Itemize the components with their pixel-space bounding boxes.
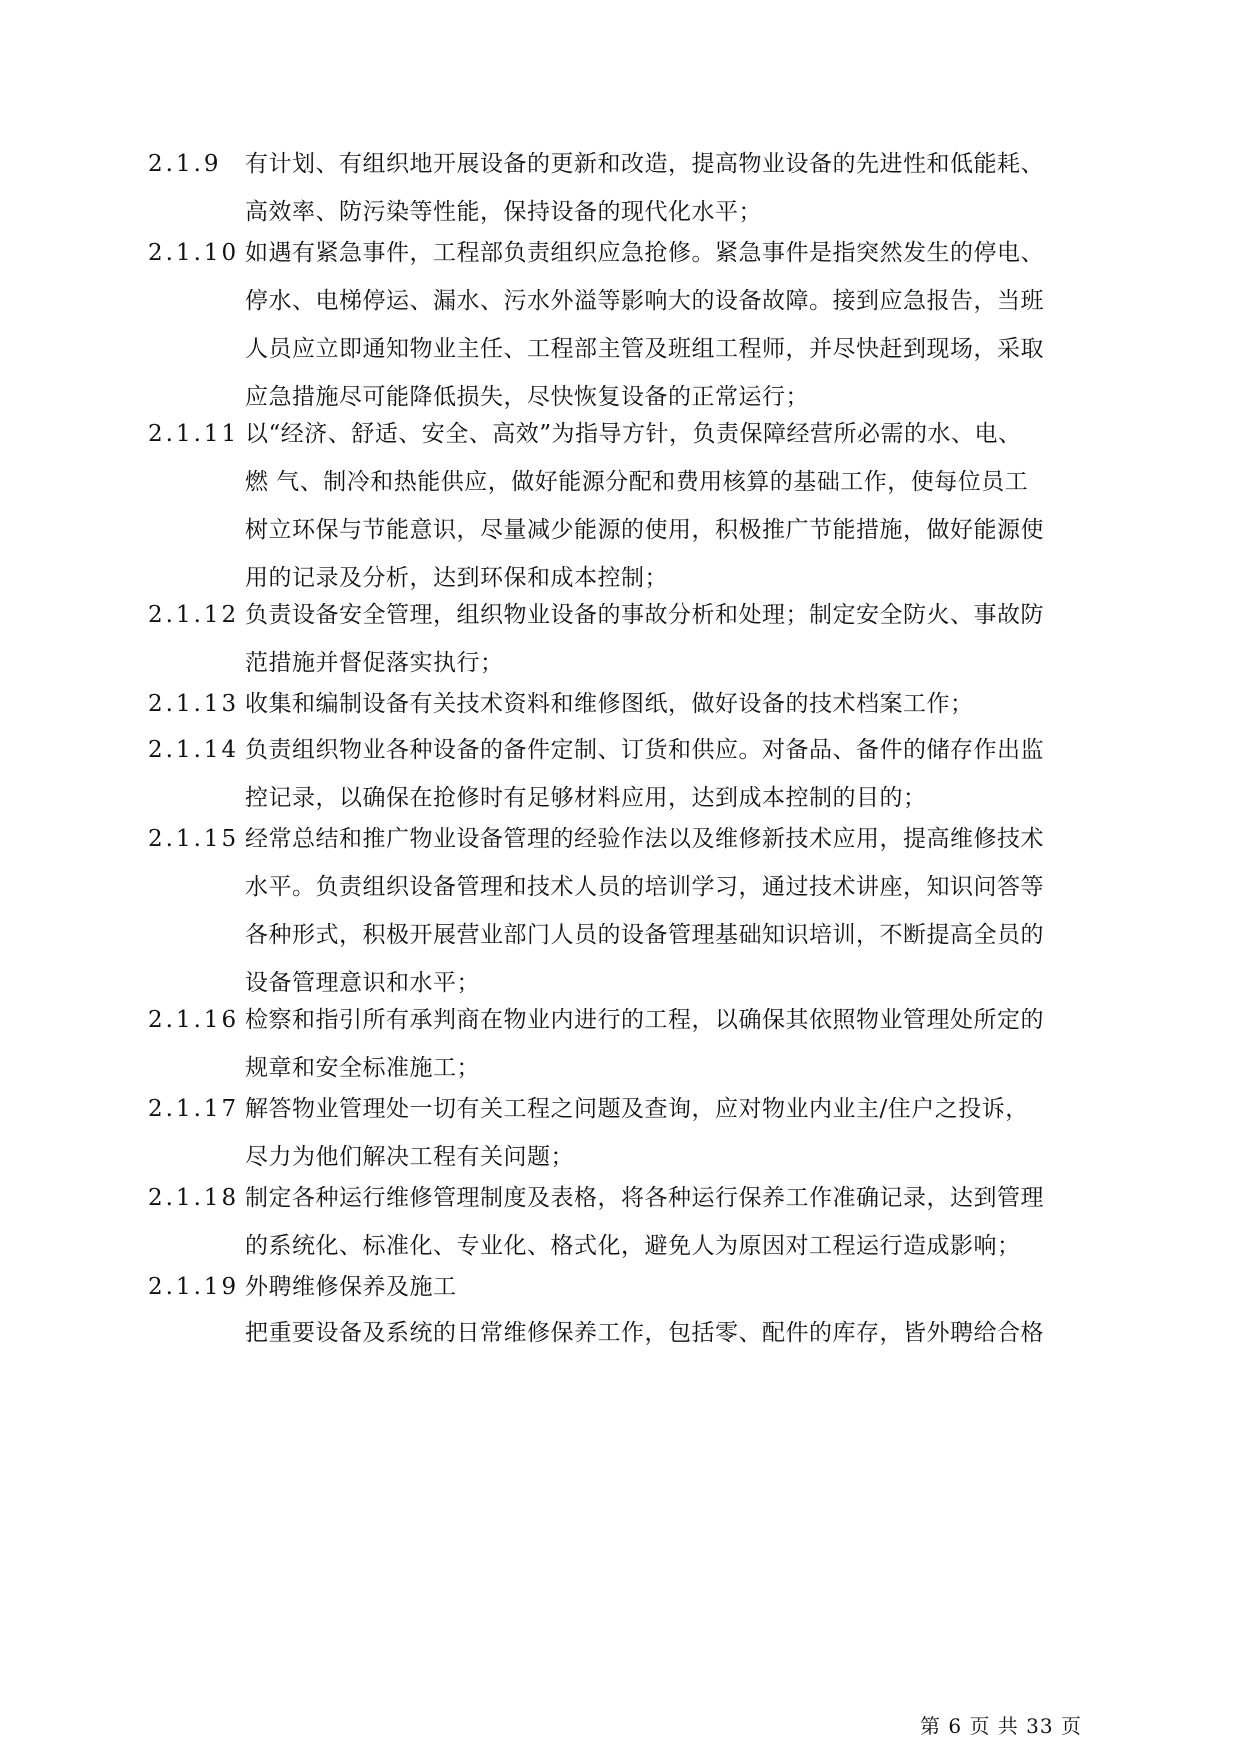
clause-text	[245, 726, 1095, 822]
clause-number: 2.1.11	[148, 421, 240, 447]
text-line: 解答物业管理处一切有关工程之问题及查询，应对物业内业主/住户之投诉，	[245, 1096, 1029, 1122]
text-line: 控记录，以确保在抢修时有足够材料应用，达到成本控制的目的；	[245, 785, 927, 811]
clause-text	[245, 229, 1095, 421]
clause-text	[245, 996, 1095, 1092]
text-line: 应急措施尽可能降低损失，尽快恢复设备的正常运行；	[245, 384, 809, 410]
clause-number: 2.1.15	[148, 826, 240, 852]
text-line: 用的记录及分析，达到环保和成本控制；	[245, 565, 668, 591]
clause-number: 2.1.19	[148, 1274, 240, 1300]
text-line: 水平。负责组织设备管理和技术人员的培训学习，通过技术讲座，知识问答等	[245, 874, 1044, 900]
clause-text	[245, 1263, 1095, 1311]
text-line: 人员应立即通知物业主任、工程部主管及班组工程师，并尽快赶到现场，采取	[245, 336, 1044, 362]
clause-number: 2.1.13	[148, 691, 240, 717]
text-line: 尽力为他们解决工程有关问题；	[245, 1144, 574, 1170]
text-line: 停水、电梯停运、漏水、污水外溢等影响大的设备故障。接到应急报告，当班	[245, 288, 1044, 314]
clause-number: 2.1.12	[148, 602, 240, 628]
page-number-footer: 第 6 页 共 33 页	[920, 1714, 1082, 1738]
text-line: 树立环保与节能意识，尽量减少能源的使用，积极推广节能措施，做好能源使	[245, 517, 1044, 543]
text-line: 设备管理意识和水平；	[245, 970, 480, 996]
text-line: 有计划、有组织地开展设备的更新和改造，提高物业设备的先进性和低能耗、	[245, 151, 1044, 177]
clause-number: 2.1.10	[148, 240, 240, 266]
clause-number: 2.1.9	[148, 151, 222, 177]
clause-text	[245, 591, 1095, 687]
text-line: 范措施并督促落实执行；	[245, 650, 504, 676]
clause-number: 2.1.16	[148, 1007, 240, 1033]
clause-text	[245, 1085, 1095, 1181]
text-line: 把重要设备及系统的日常维修保养工作，包括零、配件的库存，皆外聘给合格	[245, 1320, 1044, 1346]
text-line: 燃 气、制冷和热能供应，做好能源分配和费用核算的基础工作，使每位员工	[245, 469, 1029, 495]
clause-number: 2.1.18	[148, 1185, 240, 1211]
paragraph-text	[245, 1309, 1095, 1357]
text-line: 外聘维修保养及施工	[245, 1274, 457, 1300]
text-line: 收集和编制设备有关技术资料和维修图纸，做好设备的技术档案工作；	[245, 691, 974, 717]
text-line: 规章和安全标准施工；	[245, 1055, 480, 1081]
text-line: 经常总结和推广物业设备管理的经验作法以及维修新技术应用，提高维修技术	[245, 826, 1044, 852]
clause-number: 2.1.17	[148, 1096, 240, 1122]
text-line: 各种形式，积极开展营业部门人员的设备管理基础知识培训，不断提高全员的	[245, 922, 1044, 948]
clause-text	[245, 815, 1095, 1007]
text-line: 高效率、防污染等性能，保持设备的现代化水平；	[245, 199, 762, 225]
text-line: 的系统化、标准化、专业化、格式化，避免人为原因对工程运行造成影响；	[245, 1233, 1021, 1259]
text-line: 制定各种运行维修管理制度及表格，将各种运行保养工作准确记录，达到管理	[245, 1185, 1044, 1211]
text-line: 负责设备安全管理，组织物业设备的事故分析和处理；制定安全防火、事故防	[245, 602, 1044, 628]
clause-text	[245, 410, 1095, 602]
text-line: 如遇有紧急事件，工程部负责组织应急抢修。紧急事件是指突然发生的停电、	[245, 240, 1044, 266]
clause-number: 2.1.14	[148, 737, 240, 763]
clause-text	[245, 140, 1095, 236]
clause-text	[245, 1174, 1095, 1270]
text-line: 负责组织物业各种设备的备件定制、订货和供应。对备品、备件的储存作出监	[245, 737, 1044, 763]
text-line: 检察和指引所有承判商在物业内进行的工程，以确保其依照物业管理处所定的	[245, 1007, 1044, 1033]
clause-text	[245, 680, 1095, 728]
text-line: 以“经济、舒适、安全、高效”为指导方针，负责保障经营所必需的水、电、	[245, 421, 1022, 447]
